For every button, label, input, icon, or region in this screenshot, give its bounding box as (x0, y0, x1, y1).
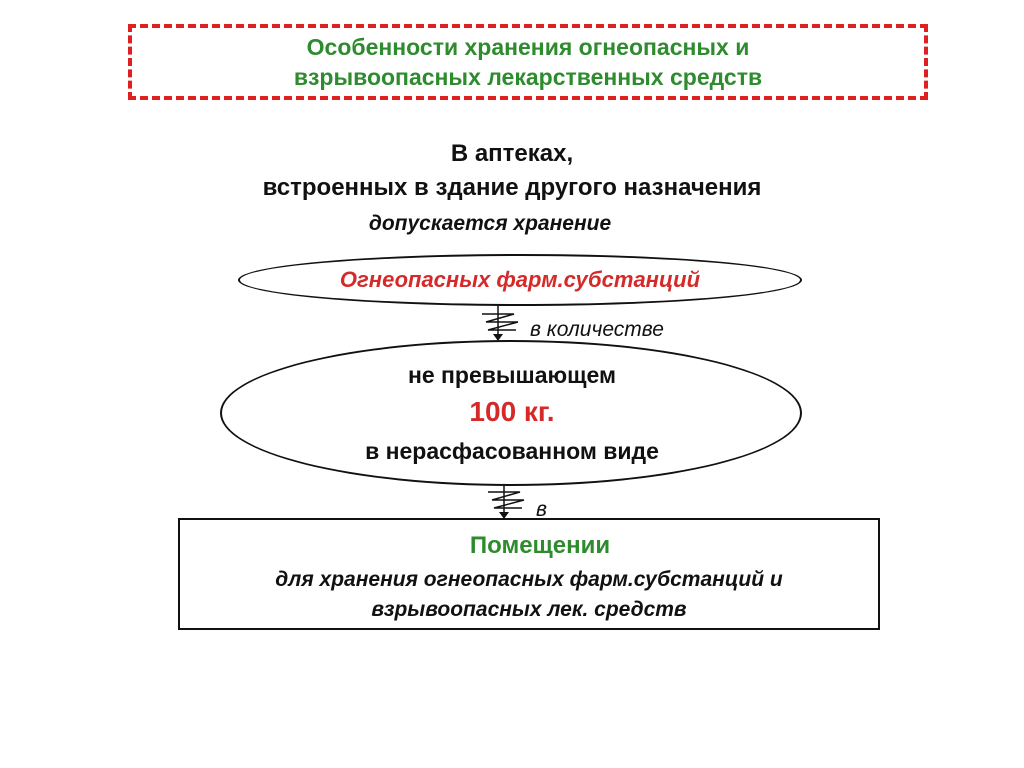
substances-label: Огнеопасных фарм.субстанций (339, 267, 701, 292)
heading-line-1: В аптеках, (450, 140, 574, 167)
quantity-line-2: в нерасфасованном виде (365, 438, 659, 464)
substances-ellipse (238, 254, 802, 306)
title-box (128, 24, 928, 100)
connector-arrow-2 (484, 486, 534, 520)
heading-line-2: встроенных в здание другого назначения (262, 174, 762, 201)
room-desc-line-1: для хранения огнеопасных фарм.субстанций и (275, 568, 783, 591)
connector-1-label: в количестве (530, 318, 664, 341)
title-line-2: взрывоопасных лекарственных средств (293, 64, 763, 90)
title-line-1: Особенности хранения огнеопасных и (306, 34, 750, 60)
allowed-storage-text: допускается хранение (368, 212, 612, 235)
quantity-line-1: не превышающем (407, 362, 617, 388)
connector-arrow-1 (478, 306, 528, 342)
room-desc-line-2: взрывоопасных лек. средств (371, 598, 687, 621)
quantity-amount: 100 кг. (469, 396, 555, 427)
room-title: Помещении (469, 532, 611, 559)
connector-2-label: в (536, 498, 547, 521)
